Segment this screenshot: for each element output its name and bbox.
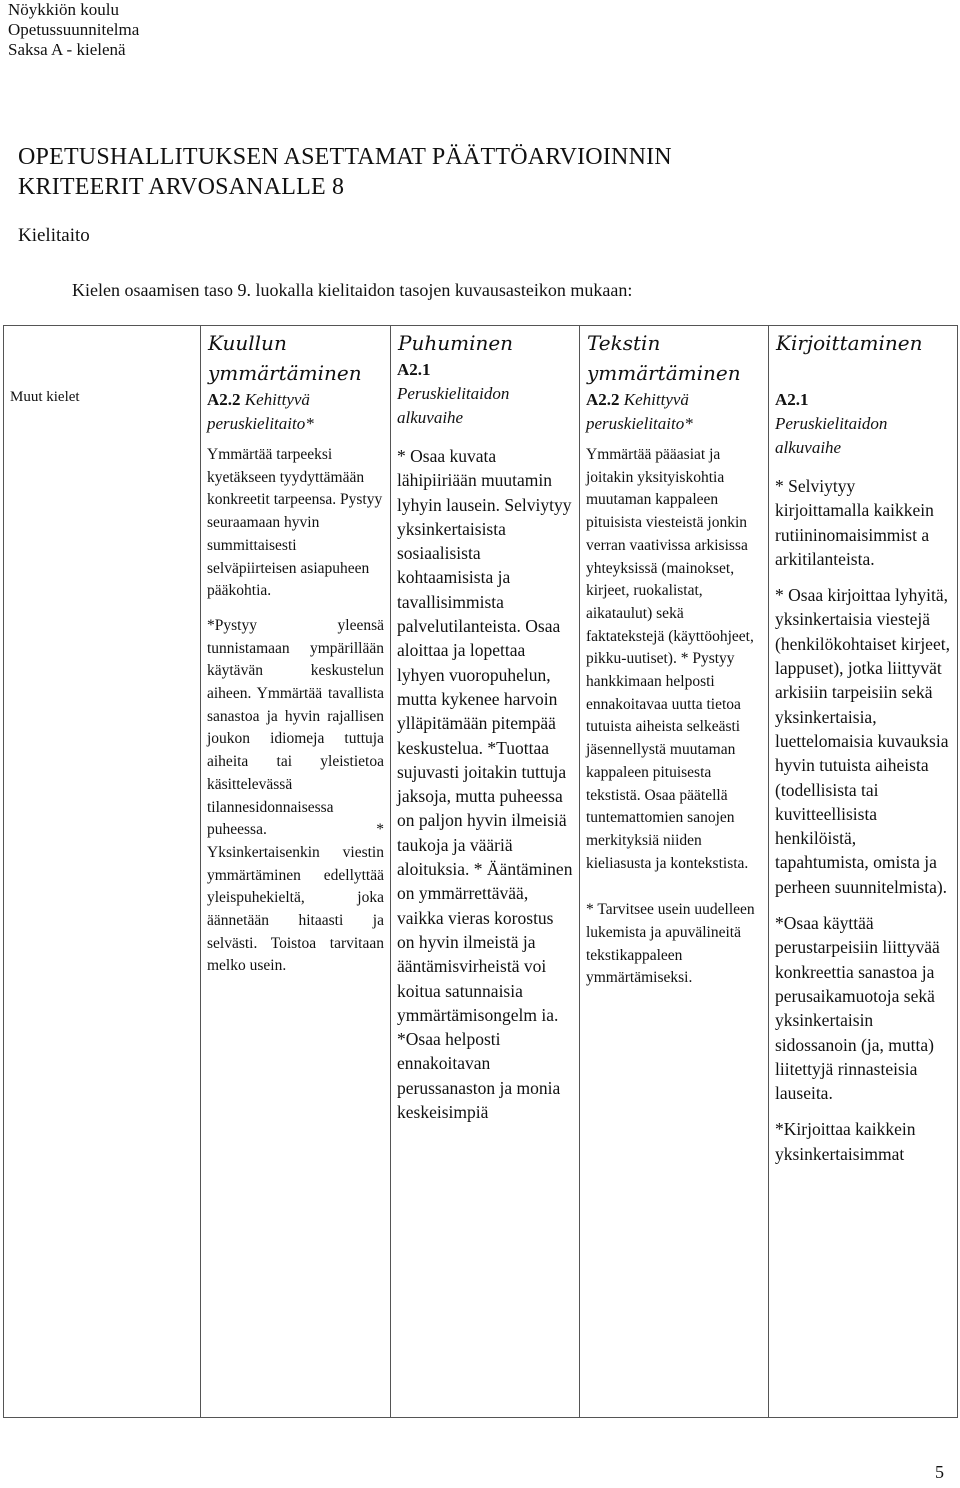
paragraph: * Osaa kirjoittaa lyhyitä, yksinkertaisia viestejä (henkilökohtaiset kirjeet, lappuset), jotka liittyvät arkisiin tarpeisiin sekä yksinkertaisia, luettelomaisia kuvauksia hyvin tutuista aiheista (todellisista tai kuvitteellisista henkilöistä, tapahtumista, omista ja perheen suunnitelmista).	[775, 585, 950, 897]
paragraph: * Tarvitsee usein uudelleen lukemista ja apuvälineitä tekstikappaleen ymmärtämiseksi.	[586, 901, 755, 987]
level-name: Peruskielitaidon alkuvaihe	[775, 414, 888, 457]
table-row	[4, 326, 958, 1418]
level-name: Kehittyvä peruskielitaito*	[586, 390, 693, 433]
criteria-text	[769, 460, 957, 1170]
level-code: A2.2	[207, 390, 241, 409]
level-code: A2.1	[397, 360, 431, 379]
paragraph: * Osaa kuvata lähipiiriään muutamin lyhyin lausein. Selviytyy yksinkertaisista sosiaalisista kohtaamisista ja tavallisimmista palvelutilanteista. Osaa aloittaa ja lopettaa lyhyen vuoropuhelun, mutta kykenee harvoin ylläpitämään pitempää keskustelua. *Tuottaa sujuvasti joitakin tuttuja jaksoja, mutta puheessa on paljon hyvin ilmeisiä taukoja ja vääriä aloituksia. * Ääntäminen on ymmärrettävää, vaikka vieras korostus on hyvin ilmeistä ja ääntämisvirheistä voi koitua satunnaisia ymmärtämisongelm ia. *Osaa helposti ennakoitavan perussanaston ja monia keskeisimpiä	[397, 446, 573, 1123]
paragraph: Ymmärtää pääasiat ja joitakin yksityiskohtia muutaman kappaleen pituisista viesteistä jonkin verran vaativissa arkisissa yhteyksissä (mainokset, kirjeet, ruokalistat, aikataulut) sekä faktatekstejä (käyttöohjeet, pikku-uutiset). * Pystyy hankkimaan helposti ennakoitavaa uutta tietoa tutuista aiheista selkeästi jäsennellystä muutaman kappaleen pituisesta tekstistä. Osaa päätellä tuntemattomien sanojen merkityksiä niiden kieliasusta ja kontekstista.	[586, 446, 754, 872]
level-code: A2.1	[775, 390, 809, 409]
column-heading: Kuullun ymmärtäminen	[208, 331, 362, 385]
paragraph: *Osaa käyttää perustarpeisiin liittyvää konkreettia sanastoa ja perusaikamuotoja sekä yksinkertaisin sidossanoin (ja, mutta) liitettyjä rinnasteisia lauseita.	[775, 913, 940, 1104]
level-code: A2.2	[586, 390, 620, 409]
column-heading: Kirjoittaminen	[776, 331, 923, 355]
column-writing	[769, 326, 958, 1418]
row-label-cell	[4, 326, 201, 1418]
title-line-1: OPETUSHALLITUKSEN ASETTAMAT PÄÄTTÖARVIOINNIN	[18, 144, 672, 170]
column-heading: Puhuminen	[398, 331, 514, 355]
document-type: Opetussuunnitelma	[8, 20, 140, 39]
column-listening	[201, 326, 391, 1418]
column-heading: Tekstin ymmärtäminen	[587, 331, 741, 385]
level-name: Kehittyvä peruskielitaito*	[207, 390, 314, 433]
paragraph: * Selviytyy kirjoittamalla kaikkein rutiininomaisimmist a arkitilanteista.	[775, 476, 934, 569]
subject-line: Saksa A - kielenä	[8, 40, 126, 59]
paragraph: Ymmärtää tarpeeksi kyetäkseen tyydyttämään konkreetit tarpeensa. Pystyy seuraamaan hyvin summittaisesti selväpiirteisen asiapuheen pääkohtia.	[207, 446, 383, 600]
row-label: Muut kielet	[10, 389, 80, 405]
level-name: Peruskielitaidon alkuvaihe	[397, 384, 510, 427]
criteria-text	[580, 436, 768, 994]
level-heading	[201, 388, 390, 436]
lead-text: Kielen osaamisen taso 9. luokalla kielitaidon tasojen kuvausasteikon mukaan:	[72, 280, 633, 300]
criteria-text	[201, 436, 390, 982]
criteria-text	[391, 430, 579, 1128]
page-number: 5	[935, 1462, 944, 1482]
level-heading	[769, 358, 957, 460]
level-heading	[391, 358, 579, 430]
page-title	[18, 142, 672, 202]
level-heading	[580, 388, 768, 436]
school-name: Nöykkiön koulu	[8, 0, 119, 19]
paragraph: *Kirjoittaa kaikkein yksinkertaisimmat	[775, 1119, 916, 1164]
column-speaking	[391, 326, 580, 1418]
school-header	[8, 0, 139, 60]
criteria-table	[3, 325, 958, 1418]
column-reading	[580, 326, 769, 1418]
title-line-2: KRITEERIT ARVOSANALLE 8	[18, 174, 345, 200]
section-label: Kielitaito	[18, 225, 90, 246]
paragraph: *Pystyy yleensä tunnistamaan ympärillään käytävän keskustelun aiheen. Ymmärtää tavallista sanastoa ja hyvin rajallisen joukon idiomeja tuttuja aiheita tai yleistietoa käsittelevässä tilannesidonnaisessa puheessa. * Yksinkertaisenkin viestin ymmärtäminen edellyttää yleispuhekieltä, joka äännetään hitaasti ja selvästi. Toistoa tarvitaan melko usein.	[207, 616, 384, 975]
